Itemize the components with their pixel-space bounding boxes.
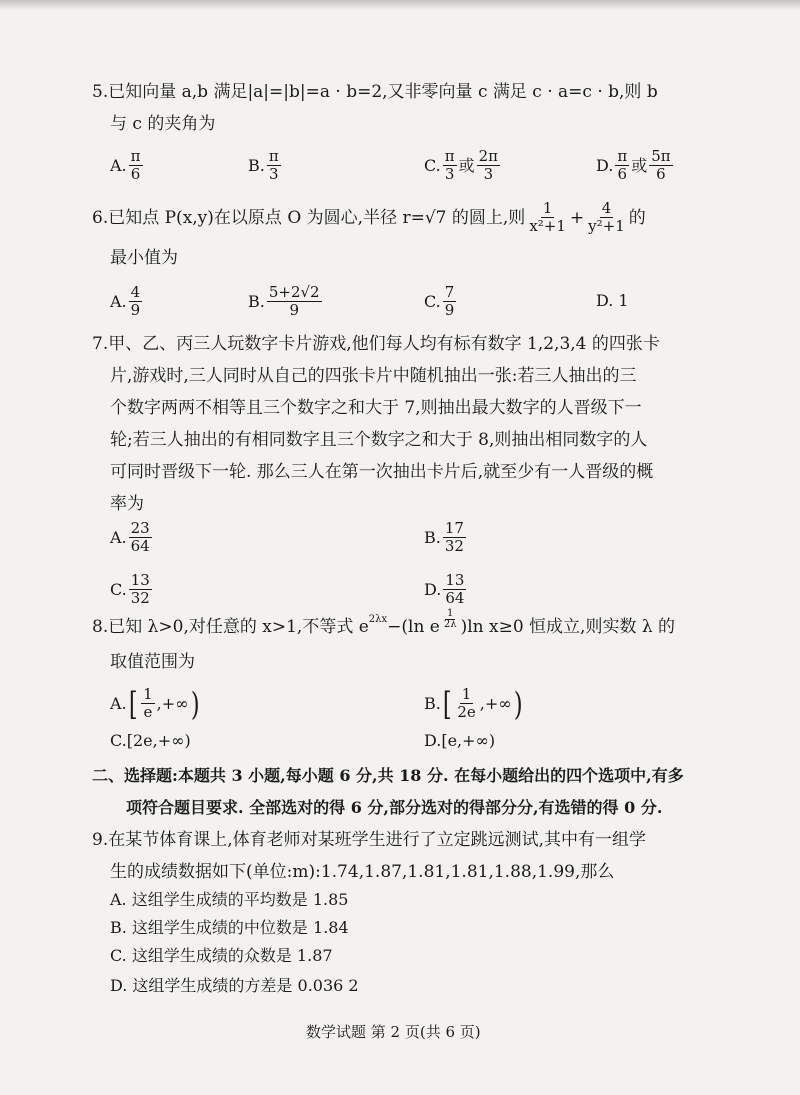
q5-option-a[interactable] (110, 148, 145, 183)
q8-a-den: e (143, 703, 153, 721)
q6-c-den: 9 (444, 301, 455, 319)
q5-option-d[interactable] (596, 148, 675, 183)
q9-option-c[interactable]: C. 这组学生成绩的众数是 1.87 (110, 946, 333, 965)
q8-stem-line1 (92, 607, 676, 638)
q8-option-d[interactable]: D.[e,+∞) (424, 731, 496, 750)
q6-stem-line1 (92, 200, 646, 235)
q7-stem-line3: 个数字两两不相等且三个数字之和大于 7,则抽出最大数字的人晋级下一 (110, 398, 642, 418)
section2-heading-line2: 项符合题目要求. 全部选对的得 6 分,部分选对的得部分分,有选错的得 0 分. (126, 798, 663, 817)
q8-b-tail: ,+∞ (479, 693, 512, 713)
q5-a-num: π (130, 147, 141, 165)
q9-stem-line1: 9.在某节体育课上,体育老师对某班学生进行了立定跳远测试,其中有一组学 (92, 830, 647, 850)
q5-option-c[interactable] (424, 148, 502, 183)
q8-a-num: 1 (143, 685, 153, 703)
q6-option-a[interactable] (110, 284, 144, 319)
q7-stem-line1: 7.甲、乙、丙三人玩数字卡片游戏,他们每人均有标有数字 1,2,3,4 的四张卡 (92, 334, 660, 354)
q7-c-den: 32 (130, 589, 150, 607)
q6-stem-pre: 6.已知点 P(x,y)在以原点 O 为圆心,半径 r=√7 的圆上,则 (92, 207, 526, 228)
q6-b-num: 5+2√2 (268, 283, 320, 301)
q7-option-b-label: B. (424, 527, 441, 547)
q7-b-den: 32 (444, 537, 464, 555)
q7-option-b[interactable] (424, 520, 468, 555)
q8-b-right-paren: ) (513, 684, 523, 723)
q6-b-den: 9 (289, 301, 299, 319)
q5-c-num2: 2π (478, 147, 499, 165)
q6-option-d[interactable]: D. 1 (596, 291, 629, 310)
q6-option-c[interactable] (424, 284, 458, 319)
q6-plus: + (569, 207, 585, 228)
q6-option-a-label: A. (110, 291, 127, 311)
q8-exp1: 2λx (368, 614, 388, 625)
q7-d-den: 64 (445, 589, 465, 607)
scan-edge (0, 0, 800, 10)
q8-b-left-bracket: [ (442, 684, 452, 723)
q5-option-a-label: A. (110, 155, 127, 175)
q9-option-d[interactable]: D. 这组学生成绩的方差是 0.036 2 (110, 976, 359, 995)
q6-option-b[interactable] (248, 284, 324, 319)
q5-b-den: 3 (269, 165, 279, 183)
q7-b-num: 17 (444, 519, 464, 537)
q8-option-b[interactable] (424, 686, 524, 721)
q6-f2-den: y²+1 (588, 217, 625, 235)
q7-a-num: 23 (130, 519, 150, 537)
q5-d-num2: 5π (651, 147, 671, 165)
q5-d-num1: π (617, 147, 628, 165)
q9-option-a[interactable]: A. 这组学生成绩的平均数是 1.85 (110, 890, 349, 909)
q8-stem-mid: −(ln e (387, 617, 440, 637)
q7-a-den: 64 (130, 537, 150, 555)
q9-option-b[interactable]: B. 这组学生成绩的中位数是 1.84 (110, 918, 349, 937)
q7-c-num: 13 (130, 571, 150, 589)
q8-b-num: 1 (461, 685, 472, 703)
q5-c-den2: 3 (483, 165, 494, 183)
q5-c-num1: π (444, 147, 455, 165)
q5-option-b-label: B. (248, 155, 265, 175)
q7-option-d[interactable] (424, 572, 468, 607)
q5-stem-line1: 5.已知向量 a,b 满足|a|=|b|=a · b=2,又非零向量 c 满足 c · a=c · b,则 b (92, 82, 658, 102)
q5-d-den1: 6 (617, 165, 628, 183)
q5-a-den: 6 (130, 165, 141, 183)
q8-stem-line2: 取值范围为 (110, 652, 195, 672)
q6-f1-num: 1 (542, 199, 553, 217)
q7-option-d-label: D. (424, 579, 442, 599)
q5-option-c-label: C. (424, 155, 441, 175)
q7-stem-line4: 轮;若三人抽出的有相同数字且三个数字之和大于 8,则抽出相同数字的人 (110, 430, 648, 450)
q8-option-c[interactable]: C.[2e,+∞) (110, 731, 191, 750)
q7-stem-line5: 可同时晋级下一轮. 那么三人在第一次抽出卡片后,就至少有一人晋级的概 (110, 462, 654, 482)
q6-stem-line2: 最小值为 (110, 248, 178, 268)
q5-b-num: π (268, 147, 279, 165)
q6-c-num: 7 (444, 283, 455, 301)
q7-option-a[interactable] (110, 520, 154, 555)
q6-a-num: 4 (130, 283, 141, 301)
q8-a-tail: ,+∞ (156, 693, 189, 713)
page-footer: 数学试题 第 2 页(共 6 页) (306, 1023, 481, 1041)
q8-a-right-paren: ) (190, 684, 200, 723)
q8-option-a-label: A. (110, 693, 127, 713)
q5-c-den1: 3 (444, 165, 455, 183)
q5-option-b[interactable] (248, 148, 283, 183)
q5-stem-line2: 与 c 的夹角为 (110, 114, 216, 134)
q7-option-c-label: C. (110, 579, 127, 599)
q8-exp2-num: 1 (447, 607, 454, 619)
q6-stem-post: 的 (628, 207, 646, 228)
q8-stem-post: )ln x≥0 恒成立,则实数 λ 的 (460, 617, 676, 637)
q8-a-left-bracket: [ (128, 684, 138, 723)
q5-d-or: 或 (631, 155, 648, 175)
q7-stem-line2: 片,游戏时,三人同时从自己的四张卡片中随机抽出一张:若三人抽出的三 (110, 366, 637, 386)
q7-stem-line6: 率为 (110, 494, 144, 514)
q7-d-num: 13 (445, 571, 465, 589)
q6-f1-den: x²+1 (529, 217, 566, 235)
q6-f2-num: 4 (601, 199, 612, 217)
q8-option-b-label: B. (424, 693, 441, 713)
q5-d-den2: 6 (656, 165, 666, 183)
q8-option-a[interactable] (110, 686, 201, 721)
q8-b-den: 2e (457, 703, 476, 721)
q8-exp2-den: 2λ (443, 618, 457, 630)
q5-option-d-label: D. (596, 155, 614, 175)
q8-stem-pre: 8.已知 λ>0,对任意的 x>1,不等式 e (92, 617, 369, 637)
q7-option-a-label: A. (110, 527, 127, 547)
q7-option-c[interactable] (110, 572, 154, 607)
section2-heading-line1: 二、选择题:本题共 3 小题,每小题 6 分,共 18 分. 在每小题给出的四个选项中,有多 (92, 766, 684, 785)
q6-a-den: 9 (130, 301, 141, 319)
q5-c-or: 或 (458, 155, 475, 175)
q9-stem-line2: 生的成绩数据如下(单位:m):1.74,1.87,1.81,1.81,1.88,1.99,那么 (110, 862, 615, 882)
q6-option-c-label: C. (424, 291, 441, 311)
q6-option-b-label: B. (248, 291, 265, 311)
